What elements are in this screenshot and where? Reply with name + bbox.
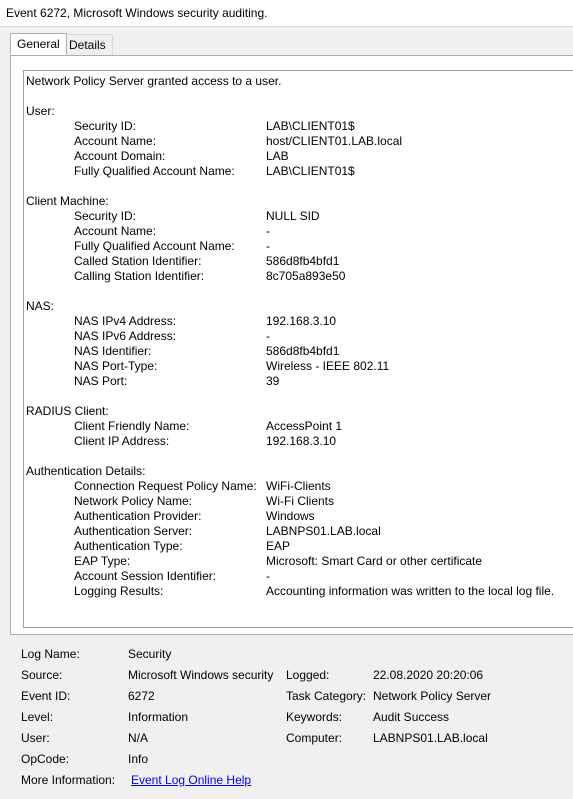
field-label: EAP Type:: [74, 554, 131, 568]
field-label: Authentication Type:: [74, 539, 183, 553]
field-value: LABNPS01.LAB.local: [266, 524, 381, 538]
field-label: Authentication Provider:: [74, 509, 202, 523]
section-heading: NAS:: [26, 299, 55, 313]
field-label: Authentication Server:: [74, 524, 193, 538]
field-label: Network Policy Name:: [74, 494, 193, 508]
field-value: WiFi-Clients: [266, 479, 331, 493]
field-label: Fully Qualified Account Name:: [74, 239, 235, 253]
field-value: Microsoft: Smart Card or other certificate: [266, 554, 483, 568]
field-label: Fully Qualified Account Name:: [74, 164, 235, 178]
field-label: Account Name:: [74, 134, 157, 148]
event-id-label: Event ID:: [21, 689, 71, 703]
field-label: NAS Port:: [74, 374, 128, 388]
section-heading: User:: [26, 104, 55, 118]
field-label: Calling Station Identifier:: [74, 269, 205, 283]
field-value: 8c705a893e50: [266, 269, 346, 283]
field-value: 586d8fb4bfd1: [266, 344, 340, 358]
field-value: 586d8fb4bfd1: [266, 254, 340, 268]
field-value: Wi-Fi Clients: [266, 494, 334, 508]
event-id-value: 6272: [128, 689, 155, 703]
field-label: NAS IPv6 Address:: [74, 329, 177, 343]
field-value: LAB: [266, 149, 289, 163]
computer-value: LABNPS01.LAB.local: [373, 731, 488, 745]
section-heading: Authentication Details:: [26, 464, 146, 478]
task-category-label: Task Category:: [286, 689, 367, 703]
keywords-label: Keywords:: [286, 710, 343, 724]
field-value: AccessPoint 1: [266, 419, 343, 433]
opcode-value: Info: [128, 752, 149, 766]
window-title: Event 6272, Microsoft Windows security auditing.: [6, 6, 268, 20]
field-value: Wireless - IEEE 802.11: [266, 359, 390, 373]
tab-general[interactable]: General: [10, 33, 67, 55]
field-value: -: [266, 239, 270, 253]
logged-value: 22.08.2020 20:20:06: [373, 668, 484, 682]
field-label: NAS Identifier:: [74, 344, 152, 358]
event-log-help-link[interactable]: Event Log Online Help: [131, 773, 252, 787]
field-label: Client Friendly Name:: [74, 419, 190, 433]
field-label: Connection Request Policy Name:: [74, 479, 257, 493]
field-label: Account Domain:: [74, 149, 166, 163]
field-value: LAB\CLIENT01$: [266, 164, 355, 178]
tab-details[interactable]: Details: [62, 34, 113, 56]
field-label: Client IP Address:: [74, 434, 170, 448]
field-value: host/CLIENT01.LAB.local: [266, 134, 403, 148]
log-name-label: Log Name:: [21, 647, 80, 661]
field-value: 192.168.3.10: [266, 314, 337, 328]
field-label: Account Name:: [74, 224, 157, 238]
general-panel: [10, 55, 573, 635]
field-value: EAP: [266, 539, 291, 553]
field-label: Account Session Identifier:: [74, 569, 217, 583]
field-value: Windows: [266, 509, 315, 523]
level-label: Level:: [21, 710, 54, 724]
user-label: User:: [21, 731, 50, 745]
field-label: Called Station Identifier:: [74, 254, 202, 268]
description-intro: Network Policy Server granted access to a user.: [26, 74, 282, 88]
field-value: NULL SID: [266, 209, 320, 223]
task-category-value: Network Policy Server: [373, 689, 492, 703]
field-label: Security ID:: [74, 209, 137, 223]
title-bar: [0, 0, 573, 27]
field-value: -: [266, 569, 270, 583]
field-value: -: [266, 329, 270, 343]
section-heading: RADIUS Client:: [26, 404, 109, 418]
source-value: Microsoft Windows security: [128, 668, 274, 682]
field-value: 39: [266, 374, 280, 388]
field-label: NAS IPv4 Address:: [74, 314, 177, 328]
field-value: Accounting information was written to the local log file.: [266, 584, 555, 598]
field-label: NAS Port-Type:: [74, 359, 158, 373]
field-label: Logging Results:: [74, 584, 164, 598]
field-value: 192.168.3.10: [266, 434, 337, 448]
field-label: Security ID:: [74, 119, 137, 133]
opcode-label: OpCode:: [21, 752, 70, 766]
section-heading: Client Machine:: [26, 194, 109, 208]
field-value: -: [266, 224, 270, 238]
more-info-label: More Information:: [21, 773, 116, 787]
level-value: Information: [128, 710, 189, 724]
event-description[interactable]: [23, 70, 573, 628]
logged-label: Logged:: [286, 668, 330, 682]
computer-label: Computer:: [286, 731, 343, 745]
keywords-value: Audit Success: [373, 710, 450, 724]
source-label: Source:: [21, 668, 63, 682]
field-value: LAB\CLIENT01$: [266, 119, 355, 133]
user-value: N/A: [128, 731, 149, 745]
log-name-value: Security: [128, 647, 172, 661]
